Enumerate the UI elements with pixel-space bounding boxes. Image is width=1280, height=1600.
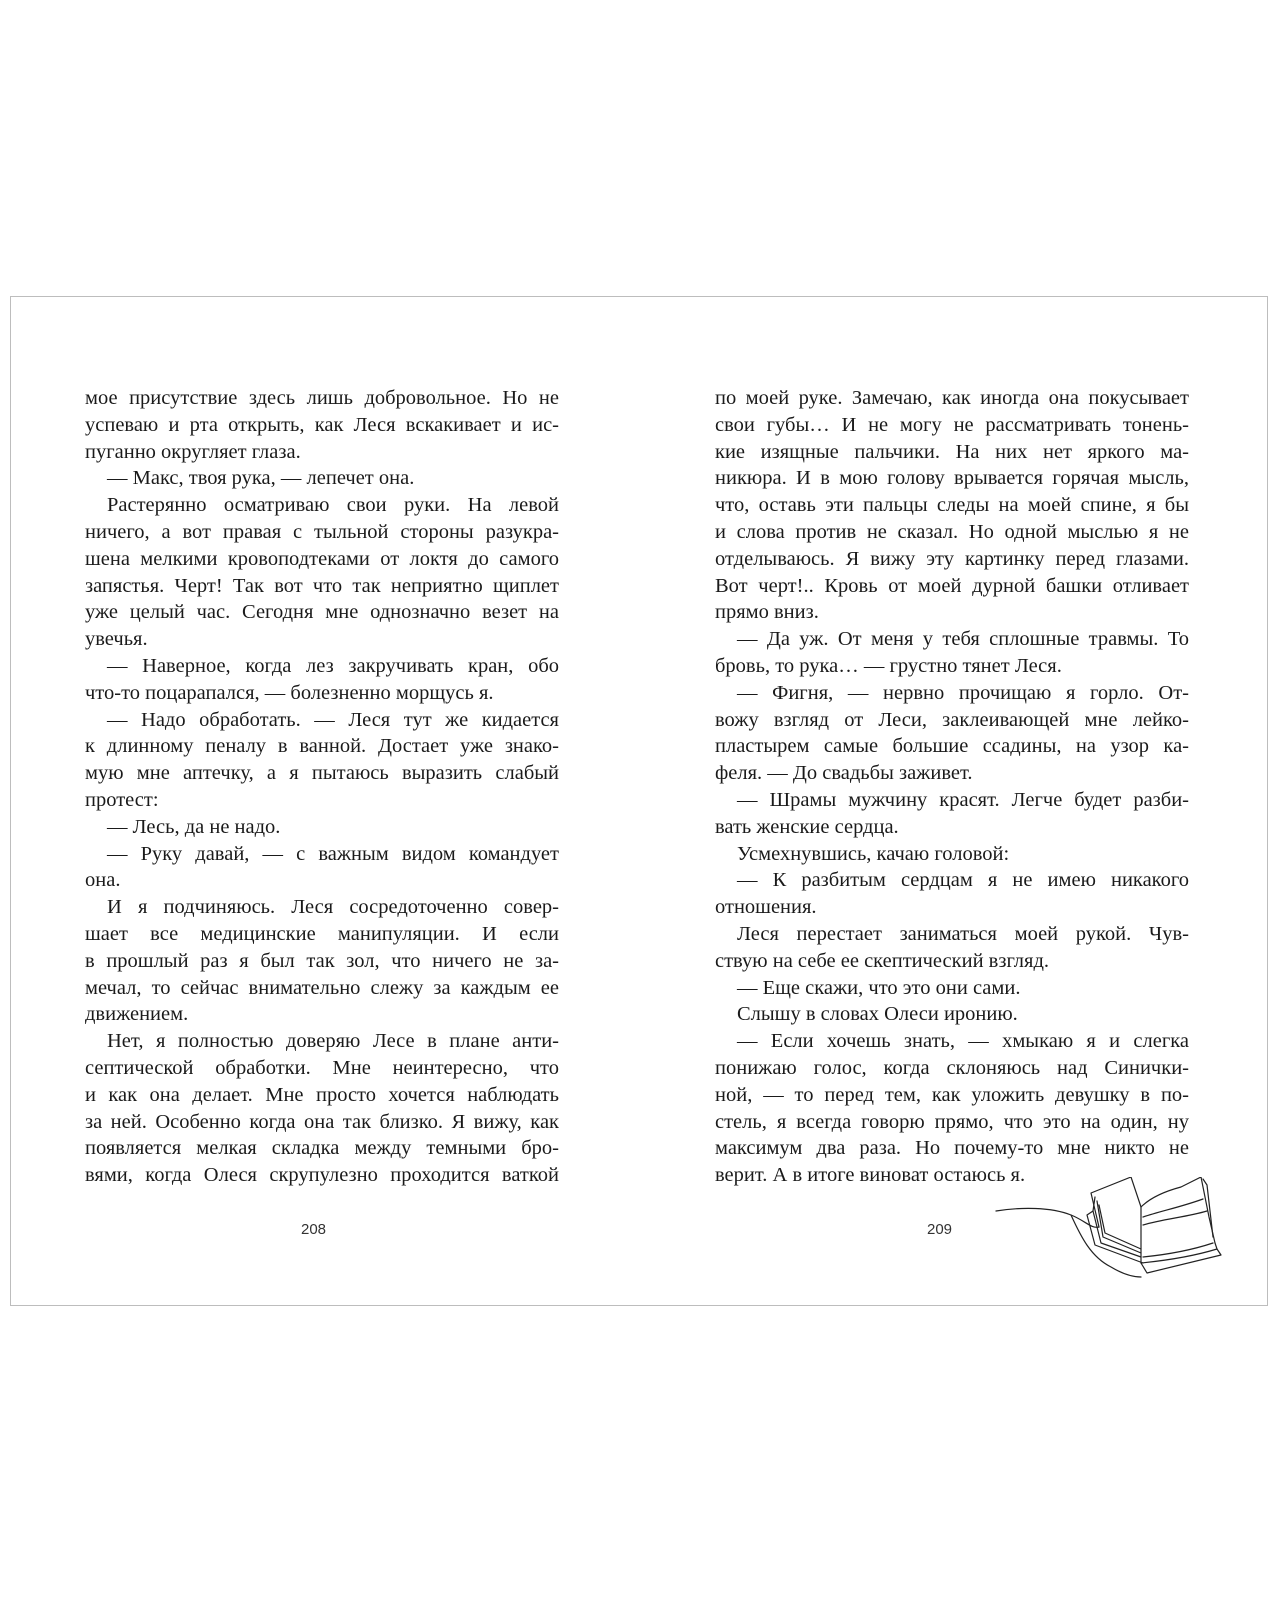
right-page-text	[715, 385, 1189, 1189]
left-page-text	[85, 385, 559, 1189]
text-line: максимум два раза. Но почему-то мне никто не	[715, 1137, 1189, 1160]
text-line: появляется мелкая складка между темными бро-	[85, 1137, 559, 1160]
right-page-number: 209	[927, 1221, 953, 1238]
text-line: — Если хочешь знать, — хмыкаю я и слегка	[737, 1030, 1189, 1053]
text-line: Слышу в словах Олеси иронию.	[737, 1003, 1018, 1026]
text-line: мечал, то сейчас внимательно слежу за каждым ее	[85, 976, 559, 999]
book-spread	[10, 296, 1268, 1306]
text-line: Вот черт!.. Кровь от моей дурной башки отливает	[715, 574, 1189, 597]
text-line: ничего, а вот правая с тыльной стороны разукра-	[85, 520, 559, 543]
text-line: по моей руке. Замечаю, как иногда она покусывает	[715, 387, 1189, 409]
text-line: к длинному пеналу в ванной. Достает уже знако-	[85, 735, 559, 758]
open-book-line-drawing-icon	[991, 1177, 1241, 1287]
text-line: увечья.	[85, 628, 148, 651]
text-line: феля. — До свадьбы заживет.	[715, 762, 973, 785]
text-line: запястья. Черт! Так вот что так неприятно щиплет	[85, 574, 559, 597]
text-line: ной, — то перед тем, как уложить девушку в по-	[715, 1083, 1189, 1106]
text-line: и слова против не сказал. Но одной мыслью я не	[715, 520, 1189, 543]
text-line: и как она делает. Мне просто хочется наблюдать	[85, 1083, 559, 1106]
text-line: понижаю голос, когда склоняюсь над Синички-	[715, 1056, 1189, 1079]
text-line: — Лесь, да не надо.	[107, 815, 281, 838]
text-line: И я подчиняюсь. Леся сосредоточенно совер-	[107, 896, 559, 919]
text-line: шает все медицинские манипуляции. И если	[85, 922, 559, 945]
text-line: Нет, я полностью доверяю Лесе в плане анти-	[107, 1030, 559, 1053]
text-line: протест:	[85, 788, 159, 811]
text-line: уже целый час. Сегодня мне однозначно везет на	[85, 601, 559, 624]
text-line: септической обработки. Мне неинтересно, что	[85, 1056, 559, 1079]
text-line: шена мелкими кровоподтеками от локтя до самого	[85, 547, 559, 570]
text-line: — Макс, твоя рука, — лепечет она.	[107, 467, 415, 490]
text-line: — Шрамы мужчину красят. Легче будет разби-	[737, 788, 1189, 811]
text-line: что, оставь эти пальцы следы на моей спине, я бы	[715, 494, 1189, 517]
left-page-number: 208	[301, 1221, 327, 1238]
text-line: свои губы… И не могу не рассматривать тонень-	[715, 413, 1189, 436]
text-line: стель, я всегда говорю прямо, что это на один, ну	[715, 1110, 1189, 1133]
text-line: — Да уж. От меня у тебя сплошные травмы. То	[737, 628, 1189, 651]
text-line: никюра. И в мою голову врывается горячая мысль,	[715, 467, 1189, 490]
text-line: движением.	[85, 1003, 189, 1026]
text-line: что-то поцарапался, — болезненно морщусь я.	[85, 681, 494, 704]
text-line: за ней. Особенно когда она так близко. Я вижу, как	[85, 1110, 559, 1133]
text-line: мую мне аптечку, а я пытаюсь выразить слабый	[85, 762, 559, 785]
text-line: — Фигня, — нервно прочищаю я горло. От-	[737, 681, 1189, 704]
text-line: бровь, то рука… — грустно тянет Леся.	[715, 654, 1062, 677]
text-line: вожу взгляд от Леси, заклеивающей мне лейко-	[715, 708, 1189, 731]
text-line: отношения.	[715, 896, 817, 919]
text-line: успеваю и рта открыть, как Леся вскакивает и ис-	[85, 413, 559, 436]
text-line: отделываюсь. Я вижу эту картинку перед глазами.	[715, 547, 1189, 570]
text-line: кие изящные пальчики. На них нет яркого ма-	[715, 440, 1189, 463]
text-line: — Надо обработать. — Леся тут же кидается	[107, 708, 559, 731]
text-line: пластырем самые большие ссадины, на узор ка-	[715, 735, 1189, 758]
text-line: вать женские сердца.	[715, 815, 899, 838]
text-line: ствую на себе ее скептический взгляд.	[715, 949, 1050, 972]
text-line: верит. А в итоге виноват остаюсь я.	[715, 1164, 1026, 1187]
text-line: — Наверное, когда лез закручивать кран, обо	[107, 654, 559, 677]
text-line: мое присутствие здесь лишь добровольное. Но не	[85, 387, 559, 409]
text-line: пуганно округляет глаза.	[85, 440, 301, 463]
text-line: Усмехнувшись, качаю головой:	[737, 842, 1010, 865]
text-line: Растерянно осматриваю свои руки. На левой	[107, 494, 559, 517]
text-line: — К разбитым сердцам я не имею никакого	[737, 869, 1189, 892]
text-line: — Руку давай, — с важным видом командует	[107, 842, 559, 865]
text-line: в прошлый раз я был так зол, что ничего не за-	[85, 949, 559, 972]
text-line: Леся перестает заниматься моей рукой. Чув-	[737, 922, 1189, 945]
text-line: вями, когда Олеся скрупулезно проходится ваткой	[85, 1164, 559, 1187]
text-line: она.	[85, 869, 121, 892]
text-line: — Еще скажи, что это они сами.	[737, 976, 1021, 999]
text-line: прямо вниз.	[715, 601, 819, 624]
